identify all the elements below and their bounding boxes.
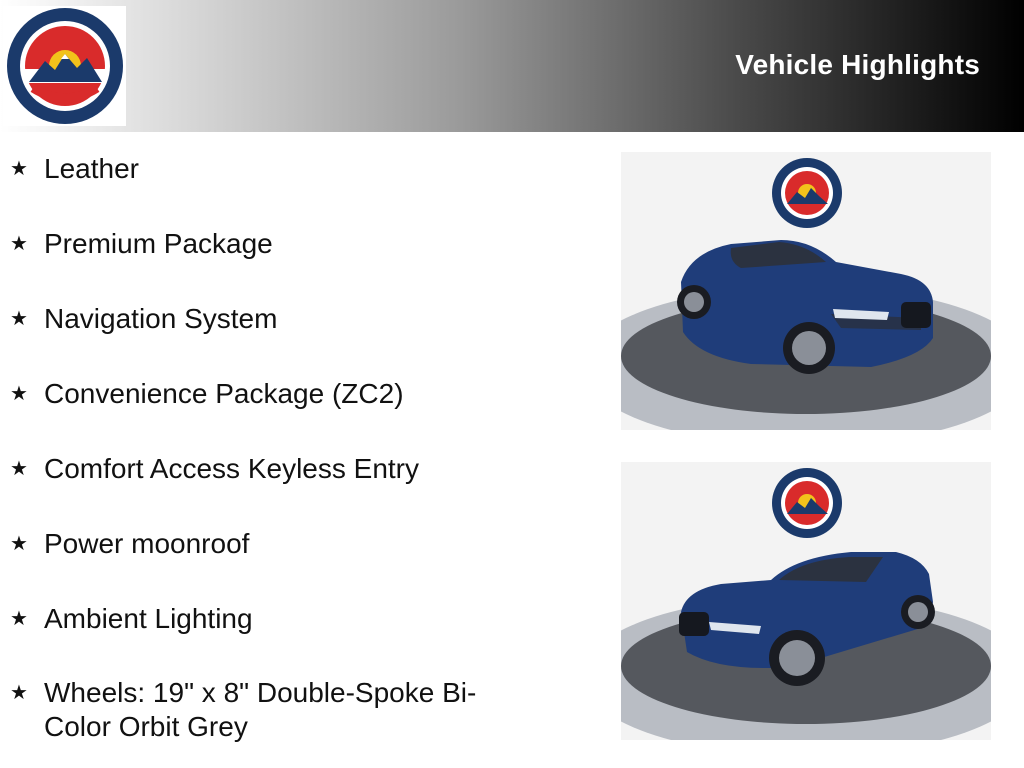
star-icon: ★ bbox=[10, 682, 28, 704]
dealer-logo-icon bbox=[3, 6, 126, 126]
highlight-text: Convenience Package (ZC2) bbox=[44, 378, 404, 409]
list-item bbox=[10, 602, 570, 636]
highlight-text: Power moonroof bbox=[44, 528, 250, 559]
star-icon: ★ bbox=[10, 608, 28, 630]
star-icon: ★ bbox=[10, 383, 28, 405]
vehicle-photo-front bbox=[621, 152, 991, 430]
page-title: Vehicle Highlights bbox=[735, 49, 980, 80]
highlight-text: Premium Package bbox=[44, 228, 273, 259]
car-side-image bbox=[621, 462, 991, 740]
highlight-text: Navigation System bbox=[44, 303, 278, 334]
list-item bbox=[10, 227, 570, 261]
star-icon: ★ bbox=[10, 458, 28, 480]
highlight-text: Comfort Access Keyless Entry bbox=[44, 453, 420, 484]
list-item bbox=[10, 452, 570, 486]
header-banner bbox=[0, 0, 1024, 132]
list-item bbox=[10, 527, 570, 561]
highlight-text: Leather bbox=[44, 153, 139, 184]
car-front-image bbox=[621, 152, 991, 430]
star-icon: ★ bbox=[10, 533, 28, 555]
vehicle-photo-side bbox=[621, 462, 991, 740]
list-item bbox=[10, 377, 570, 411]
list-item bbox=[10, 152, 570, 186]
list-item bbox=[10, 676, 570, 744]
list-item bbox=[10, 302, 570, 336]
dealer-logo bbox=[3, 6, 126, 126]
highlight-text: Wheels: 19" x 8" Double-Spoke Bi-Color Orbit Grey bbox=[44, 677, 477, 742]
star-icon: ★ bbox=[10, 158, 28, 180]
star-icon: ★ bbox=[10, 233, 28, 255]
highlight-text: Ambient Lighting bbox=[44, 603, 253, 634]
star-icon: ★ bbox=[10, 308, 28, 330]
